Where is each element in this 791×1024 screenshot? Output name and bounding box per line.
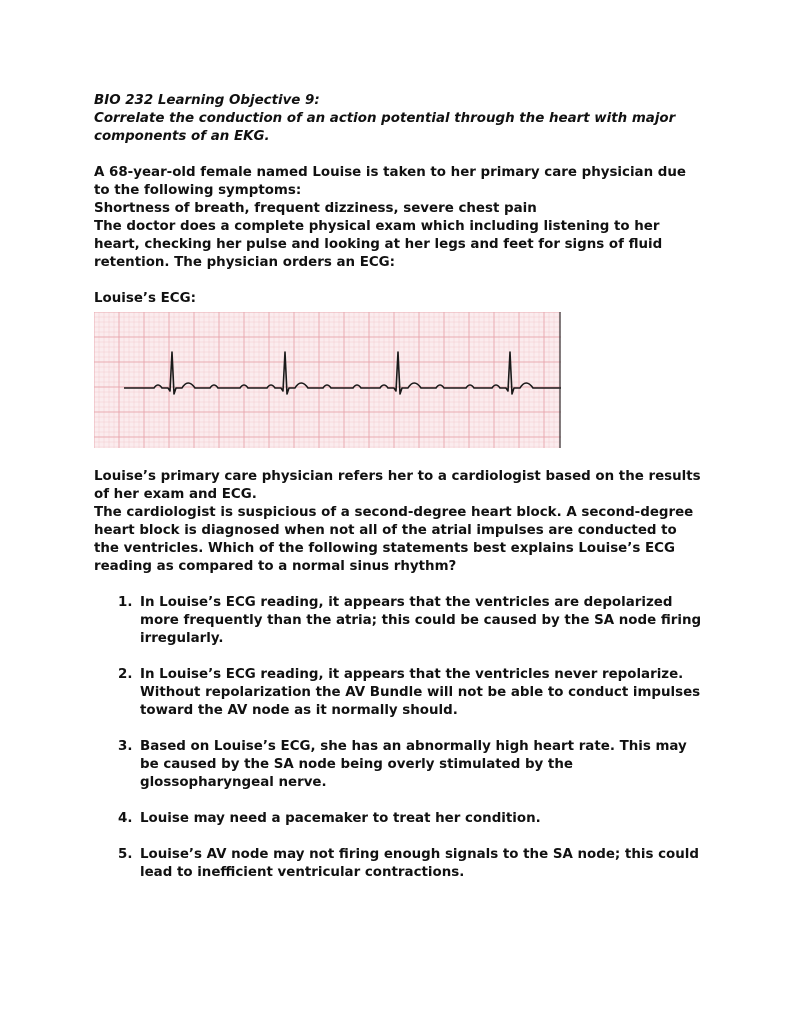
option-1 bbox=[94, 594, 706, 648]
option-5 bbox=[94, 846, 706, 882]
answer-options bbox=[94, 594, 706, 882]
option-number: 3. bbox=[118, 739, 133, 754]
objective-title-line2: Correlate the conduction of an action potential through the heart with major components of an EKG. bbox=[94, 111, 676, 144]
option-text: Louise’s AV node may not firing enough signals to the SA node; this could lead to inefficient ventricular contractions. bbox=[140, 847, 699, 880]
ecg-strip bbox=[94, 312, 561, 448]
option-number: 1. bbox=[118, 595, 133, 610]
document-page bbox=[94, 92, 706, 900]
option-text: In Louise’s ECG reading, it appears that the ventricles are depolarized more frequently than the atria; this could be caused by the SA node firing irregularly. bbox=[140, 595, 702, 646]
followup-question: The cardiologist is suspicious of a second-degree heart block. A second-degree heart block is diagnosed when not all of the atrial impulses are conducted to the ventricles. Which of the following statements best explains Louise’s ECG reading as compared to a normal sinus rhythm? bbox=[94, 505, 694, 574]
option-3 bbox=[94, 738, 706, 792]
objective-title-line1: BIO 232 Learning Objective 9: bbox=[94, 93, 320, 108]
ecg-strip-svg bbox=[94, 312, 561, 448]
option-number: 4. bbox=[118, 811, 133, 826]
option-number: 5. bbox=[118, 847, 133, 862]
intro-symptoms: Shortness of breath, frequent dizziness, severe chest pain bbox=[94, 201, 537, 216]
option-text: Louise may need a pacemaker to treat her condition. bbox=[140, 811, 541, 826]
option-text: In Louise’s ECG reading, it appears that the ventricles never repolarize. Without repolarization the AV Bundle will not be able to conduct impulses toward the AV node as it normally should. bbox=[140, 667, 701, 718]
option-4 bbox=[94, 810, 706, 828]
option-number: 2. bbox=[118, 667, 133, 682]
option-text: Based on Louise’s ECG, she has an abnormally high heart rate. This may be caused by the SA node being overly stimulated by the glossopharyngeal nerve. bbox=[140, 739, 687, 790]
ecg-label: Louise’s ECG: bbox=[94, 291, 196, 306]
followup-line1: Louise’s primary care physician refers her to a cardiologist based on the results of her exam and ECG. bbox=[94, 469, 701, 502]
intro-line1: A 68-year-old female named Louise is taken to her primary care physician due to the following symptoms: bbox=[94, 165, 686, 198]
intro-exam: The doctor does a complete physical exam which including listening to her heart, checking her pulse and looking at her legs and feet for signs of fluid retention. The physician orders an ECG: bbox=[94, 219, 663, 270]
option-2 bbox=[94, 666, 706, 720]
